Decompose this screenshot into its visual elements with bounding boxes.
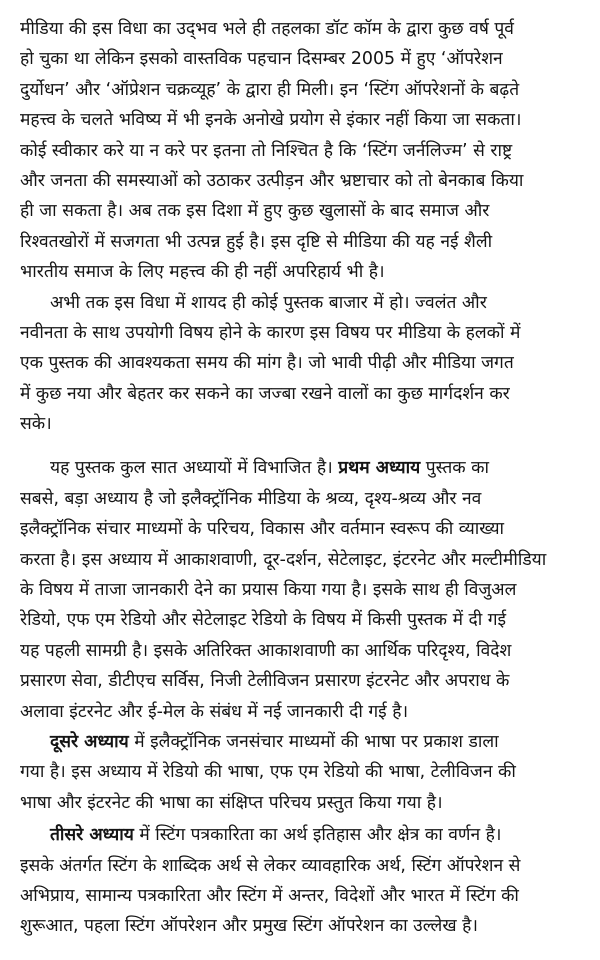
- text-run: में स्टिंग पत्रकारिता का अर्थ इतिहास और क्षेत्र का वर्णन है।: [133, 825, 502, 846]
- text-line: दुर्योधन’ और ‘ऑप्रेशन चक्रव्यूह’ के द्वारा ही मिली। इन ‘स्टिंग ऑपरेशनों के बढ़ते: [20, 79, 520, 100]
- text-line: महत्त्व के चलते भविष्य में भी इनके अनोखे प्रयोग से इंकार नहीं किया जा सकता।: [20, 110, 522, 131]
- text-run: पुस्तक का: [420, 458, 490, 479]
- text-line: अभिप्राय, सामान्य पत्रकारिता और स्टिंग में अन्तर, विदेशों और भारत में स्टिंग की: [20, 885, 519, 906]
- text-line: इलैक्ट्रॉनिक संचार माध्यमों के परिचय, विकास और वर्तमान स्वरूप की व्याख्या: [20, 519, 505, 540]
- text-line: गया है। इस अध्याय में रेडियो की भाषा, एफ एम रेडियो की भाषा, टेलीविजन की: [20, 762, 516, 783]
- chapter-heading-inline: तीसरे अध्याय: [50, 825, 134, 846]
- paragraph-chapter-one: [20, 453, 584, 727]
- text-line: में कुछ नया और बेहतर कर सकने का जज्बा रखने वालों का कुछ मार्गदर्शन कर: [20, 383, 510, 404]
- text-line: रेडियो, एफ एम रेडियो और सेटेलाइट रेडियो के विषय में किसी पुस्तक में दी गई: [20, 610, 507, 631]
- text-line: [20, 453, 584, 483]
- text-line: और जनता की समस्याओं को उठाकर उत्पीड़न और भ्रष्टाचार को तो बेनकाब किया: [20, 170, 524, 191]
- text-line: नवीनता के साथ उपयोगी विषय होने के कारण इस विषय पर मीडिया के हलकों में: [20, 322, 521, 343]
- text-run: यह पुस्तक कुल सात अध्यायों में विभाजित है।: [50, 458, 339, 479]
- text-line: कोई स्वीकार करे या न करे पर इतना तो निश्चित है कि ‘स्टिंग जर्नलिज्म’ से राष्ट्र: [20, 140, 513, 161]
- text-line: भाषा और इंटरनेट की भाषा का संक्षिप्त परिचय प्रस्तुत किया गया है।: [20, 792, 443, 813]
- chapter-heading-inline: दूसरे अध्याय: [50, 731, 129, 752]
- text-line: सबसे, बड़ा अध्याय है जो इलैक्ट्रॉनिक मीडिया के श्रव्य, दृश्य-श्रव्य और नव: [20, 488, 482, 509]
- text-line: रिश्वतखोरों में सजगता भी उत्पन्न हुई है। इस दृष्टि से मीडिया की यह नई शैली: [20, 231, 493, 252]
- text-line: [20, 820, 584, 850]
- text-line: मीडिया की इस विधा का उद्‌भव भले ही तहलका डॉट कॉम के द्वारा कुछ वर्ष पूर्व: [20, 19, 514, 39]
- text-line: हो चुका था लेकिन इसको वास्तविक पहचान दिसम्बर 2005 में हुए ‘ऑपरेशन: [20, 49, 503, 70]
- text-line: के विषय में ताजा जानकारी देने का प्रयास किया गया है। इसके साथ ही विजुअल: [20, 580, 517, 601]
- text-line: शुरूआत, पहला स्टिंग ऑपरेशन और प्रमुख स्टिंग ऑपरेशन का उल्लेख है।: [20, 916, 478, 937]
- paragraph-chapter-three: [20, 820, 584, 942]
- text-line: अभी तक इस विधा में शायद ही कोई पुस्तक बाजार में हो। ज्वलंत और: [50, 292, 487, 313]
- text-line: अलावा इंटरनेट और ई-मेल के संबंध में नई जानकारी दी गई है।: [20, 701, 409, 722]
- paragraph-chapter-two: [20, 727, 584, 818]
- text-line: सके।: [20, 414, 52, 435]
- text-line: यह पहली सामग्री है। इसके अतिरिक्त आकाशवाणी का आर्थिक परिदृश्य, विदेश: [20, 640, 512, 661]
- text-line: एक पुस्तक की आवश्यकता समय की मांग है। जो भावी पीढ़ी और मीडिया जगत: [20, 353, 514, 374]
- text-line: प्रसारण सेवा, डीटीएच सर्विस, निजी टेलीविजन प्रसारण इंटरनेट और अपराध के: [20, 671, 510, 692]
- chapter-heading-inline: प्रथम अध्याय: [338, 458, 421, 479]
- text-line: ही जा सकता है। अब तक इस दिशा में हुए कुछ खुलासों के बाद समाज और: [20, 201, 490, 222]
- text-line: इसके अंतर्गत स्टिंग के शाब्दिक अर्थ से लेकर व्यावहारिक अर्थ, स्टिंग ऑपरेशन से: [20, 855, 521, 876]
- paragraph-intro: [20, 14, 584, 288]
- text-line: करता है। इस अध्याय में आकाशवाणी, दूर-दर्शन, सेटेलाइट, इंटरनेट और मल्टीमीडिया: [20, 549, 547, 570]
- text-line: भारतीय समाज के लिए महत्त्व की ही नहीं अपरिहार्य भी है।: [20, 262, 385, 283]
- text-run: में इलैक्ट्रॉनिक जनसंचार माध्यमों की भाषा पर प्रकाश डाला: [128, 731, 499, 752]
- paragraph-book-need: [20, 288, 584, 440]
- text-line: [20, 727, 584, 757]
